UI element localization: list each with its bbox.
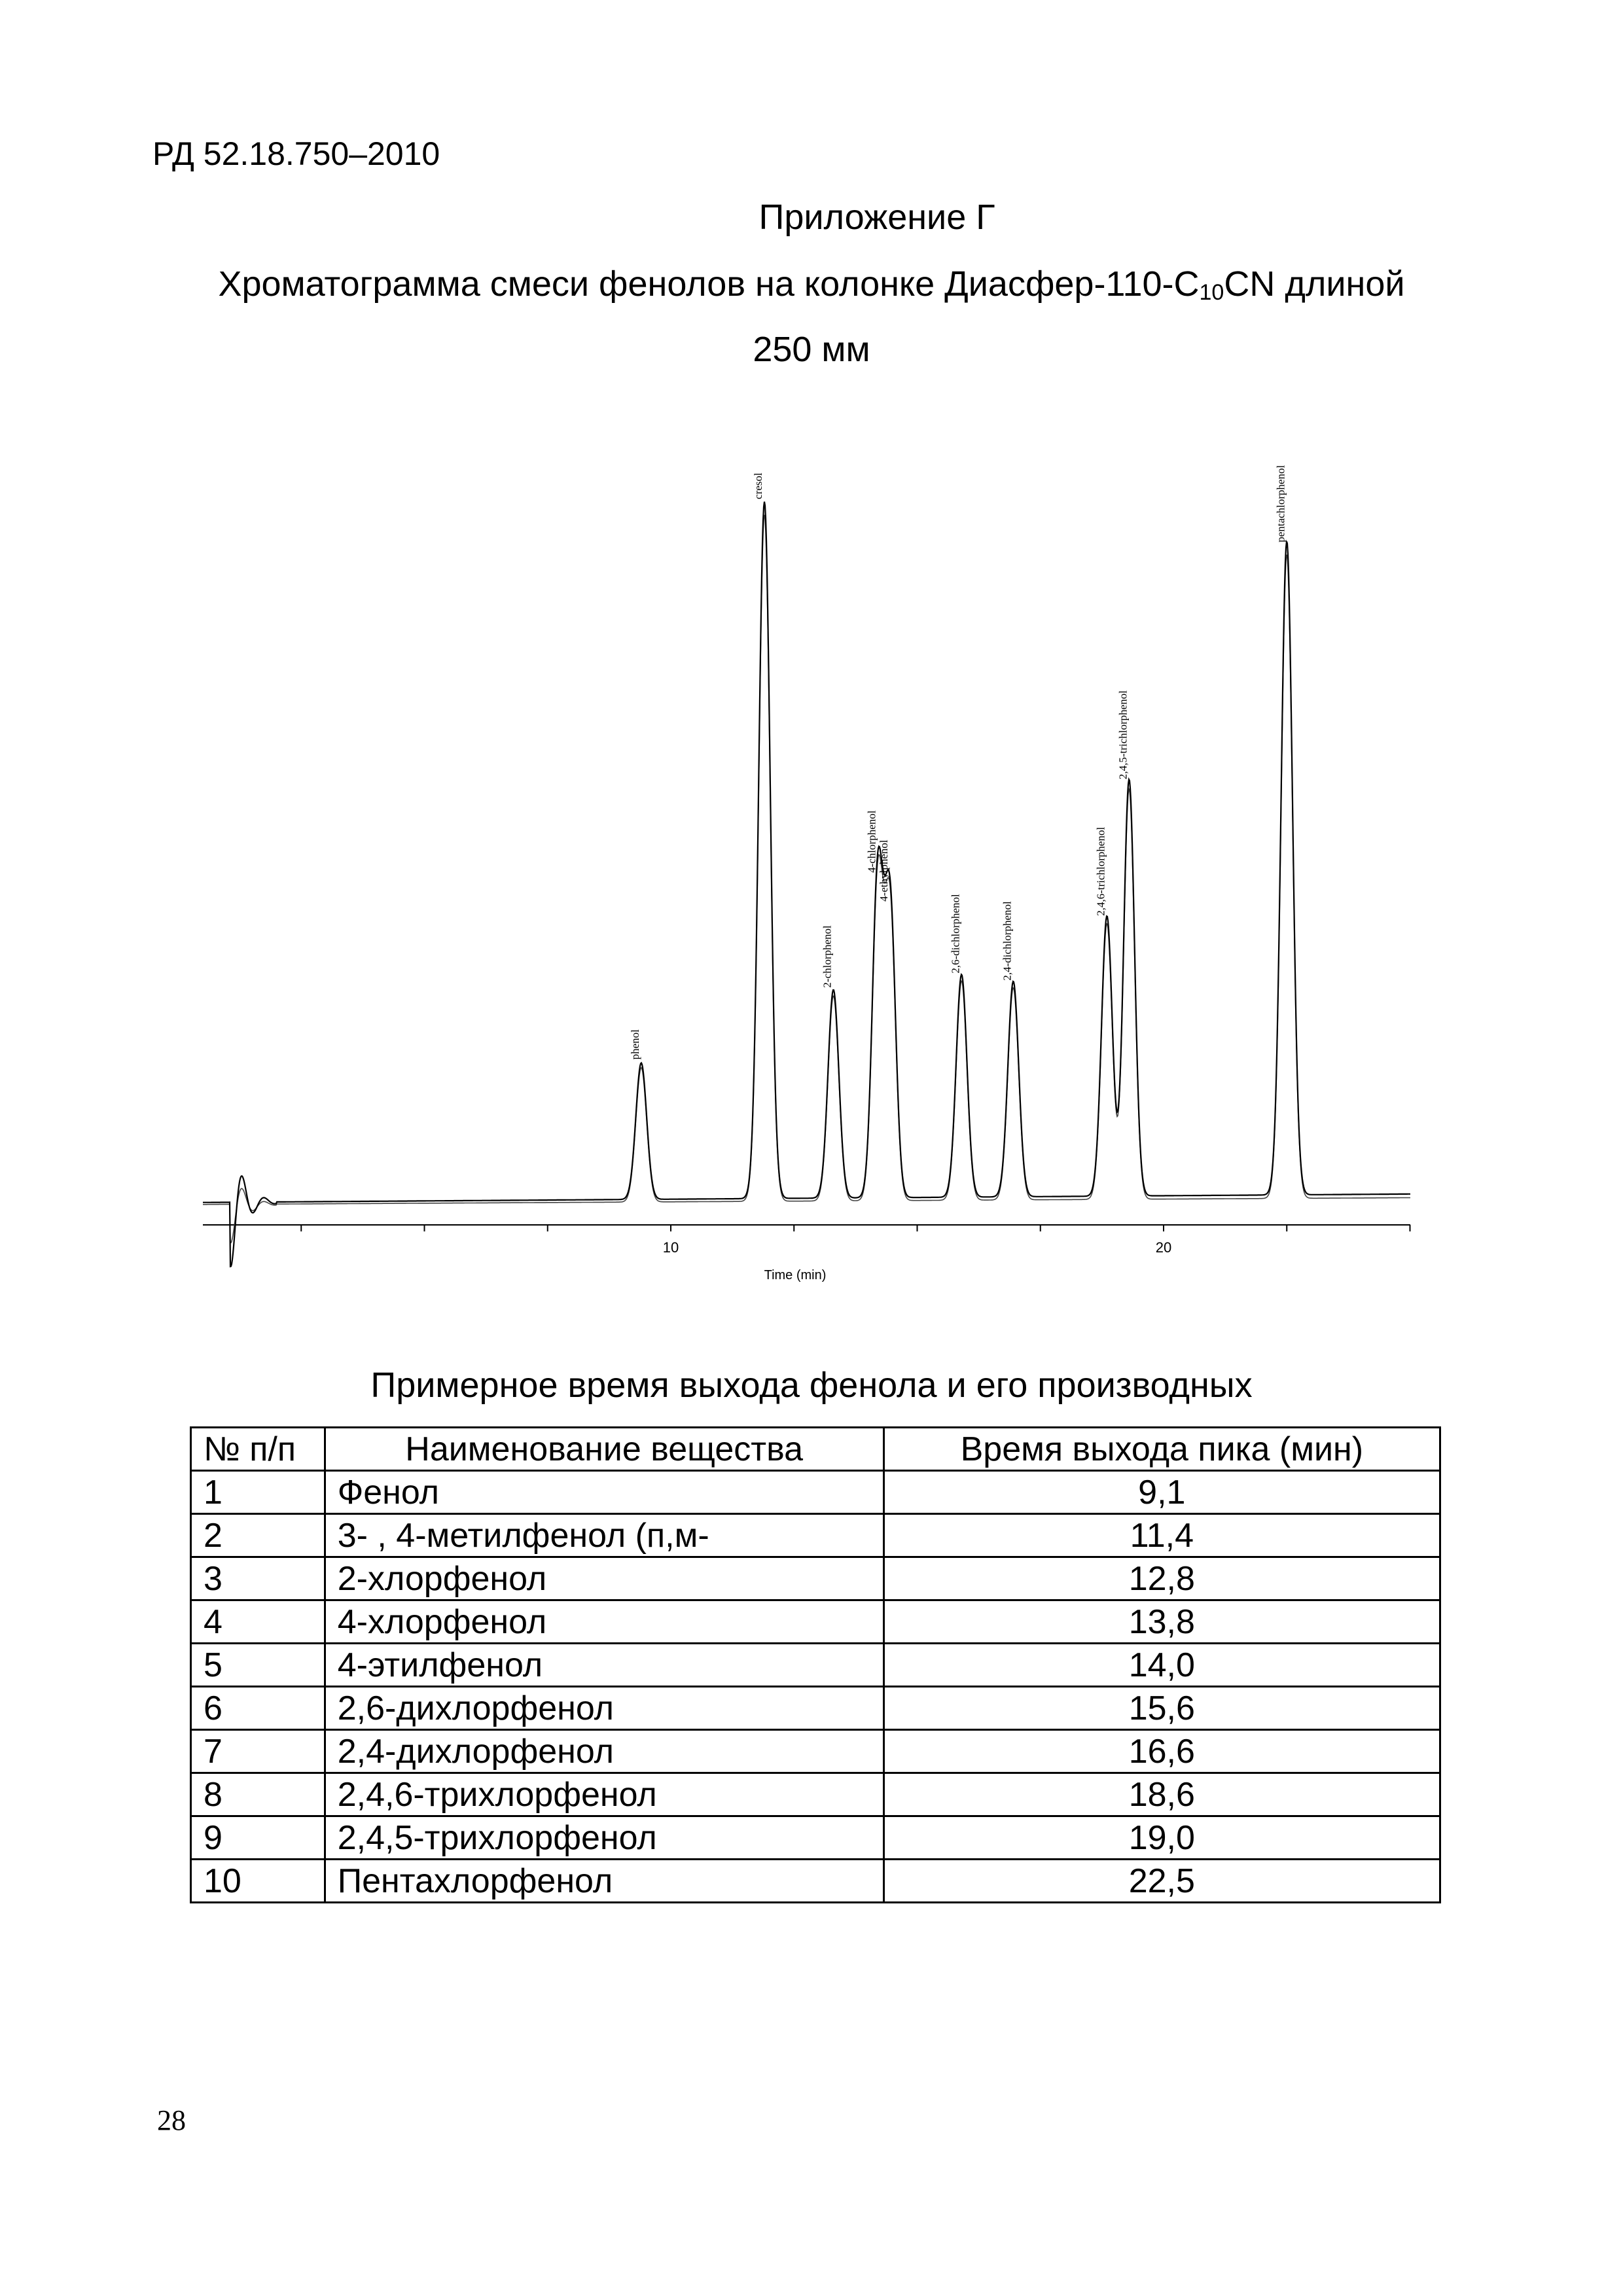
retention-time: 14,0 — [883, 1644, 1440, 1687]
substance-name: 2,6-дихлорфенол — [325, 1687, 883, 1730]
peak-label: 2,6-dichlorphenol — [949, 894, 962, 974]
substance-name: 2-хлорфенол — [325, 1557, 883, 1600]
chart-peak-labels — [629, 465, 1287, 1060]
substance-name: Пентахлорфенол — [325, 1860, 883, 1903]
row-number: 3 — [191, 1557, 325, 1600]
heading-subscript: 10 — [1199, 280, 1224, 305]
row-number: 7 — [191, 1730, 325, 1773]
retention-time: 19,0 — [883, 1816, 1440, 1860]
table-row — [191, 1860, 1440, 1903]
row-number: 2 — [191, 1514, 325, 1557]
document-code: РД 52.18.750–2010 — [152, 135, 440, 172]
table-header-row — [191, 1428, 1440, 1471]
peak-label: cresol — [752, 472, 765, 499]
retention-time: 9,1 — [883, 1471, 1440, 1514]
substance-name: 2,4,5-трихлорфенол — [325, 1816, 883, 1860]
heading-text: Хроматограмма смеси фенолов на колонке Диасфер-110-С — [218, 264, 1200, 304]
retention-time: 16,6 — [883, 1730, 1440, 1773]
substance-name: 2,4,6-трихлорфенол — [325, 1773, 883, 1816]
x-axis-label: Time (min) — [764, 1268, 827, 1282]
x-tick-label: 10 — [662, 1239, 679, 1256]
table-row — [191, 1471, 1440, 1514]
table-row — [191, 1687, 1440, 1730]
table-row — [191, 1773, 1440, 1816]
retention-time: 11,4 — [883, 1514, 1440, 1557]
retention-time: 13,8 — [883, 1600, 1440, 1644]
retention-time: 15,6 — [883, 1687, 1440, 1730]
peak-label: 2-chlorphenol — [821, 925, 834, 988]
substance-name: 3- , 4-метилфенол (п,м- — [325, 1514, 883, 1557]
column-header-time: Время выхода пика (мин) — [883, 1428, 1440, 1471]
row-number: 5 — [191, 1644, 325, 1687]
column-header-number: № п/п — [191, 1428, 325, 1471]
retention-time: 12,8 — [883, 1557, 1440, 1600]
chart-axis — [203, 1225, 1410, 1256]
appendix-label: Приложение Г — [758, 198, 995, 237]
chromatogram-trace-secondary — [203, 515, 1410, 1243]
table-row — [191, 1514, 1440, 1557]
peak-label: 2,4,6-trichlorphenol — [1094, 826, 1107, 916]
row-number: 8 — [191, 1773, 325, 1816]
table-row — [191, 1644, 1440, 1687]
x-tick-label: 20 — [1155, 1239, 1172, 1256]
chromatogram-trace — [203, 502, 1410, 1267]
table-row — [191, 1816, 1440, 1860]
chart-traces — [203, 502, 1410, 1267]
peak-label: 2,4,5-trichlorphenol — [1116, 690, 1130, 780]
retention-time: 22,5 — [883, 1860, 1440, 1903]
table-caption: Примерное время выхода фенола и его производных — [370, 1366, 1253, 1405]
substance-name: 4-хлорфенол — [325, 1600, 883, 1644]
substance-name: 4-этилфенол — [325, 1644, 883, 1687]
row-number: 1 — [191, 1471, 325, 1514]
row-number: 10 — [191, 1860, 325, 1903]
peak-label: 4-chlorphenol — [865, 810, 878, 873]
heading-text-end: CN длиной — [1224, 264, 1405, 304]
row-number: 4 — [191, 1600, 325, 1644]
peak-label: 4-ethylphenol — [878, 839, 891, 902]
retention-time: 18,6 — [883, 1773, 1440, 1816]
substance-name: 2,4-дихлорфенол — [325, 1730, 883, 1773]
peak-label: pentachlorphenol — [1274, 465, 1287, 542]
retention-table — [190, 1426, 1441, 1903]
table-row — [191, 1730, 1440, 1773]
row-number: 6 — [191, 1687, 325, 1730]
column-header-substance: Наименование вещества — [325, 1428, 883, 1471]
page-number: 28 — [157, 2104, 186, 2136]
peak-label: phenol — [628, 1029, 641, 1060]
table-row — [191, 1600, 1440, 1644]
row-number: 9 — [191, 1816, 325, 1860]
substance-name: Фенол — [325, 1471, 883, 1514]
table-row — [191, 1557, 1440, 1600]
peak-label: 2,4-dichlorphenol — [1001, 901, 1014, 981]
chart-heading-line2: 250 мм — [753, 330, 870, 369]
